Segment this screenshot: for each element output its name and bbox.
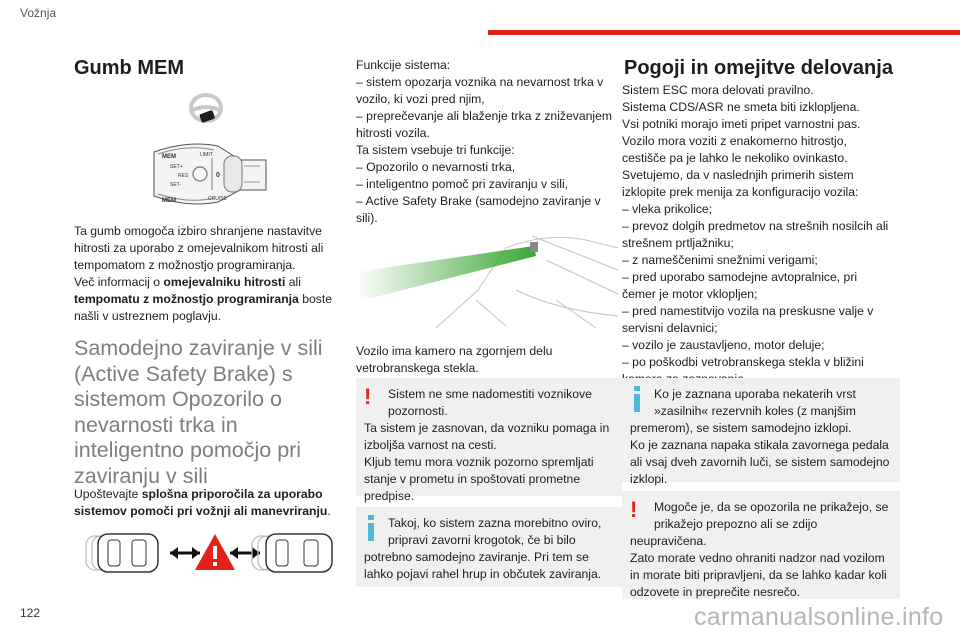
conditions-heading: Pogoji in omejitve delovanja (624, 57, 893, 79)
info-icon (634, 386, 640, 412)
lever-set-plus: SET+ (170, 164, 183, 170)
lever-zero: 0 (216, 172, 220, 179)
lever-mem-top: MEM (162, 154, 176, 160)
lever-cruise: CRUISE (208, 196, 227, 202)
mem-text-2: Več informacij o omejevalniku hitrosti ali tempomatu z možnostjo programiranja boste našli v ustreznem poglavju. (74, 275, 333, 323)
watermark: carmanualsonline.info (694, 603, 944, 631)
car-distance-warning-illustration (84, 528, 342, 578)
functions-text: Funkcije sistema: – sistem opozarja voznika na nevarnost trka v vozilo, ki vozi pred njim, – preprečevanje ali blaženje trka z zniževanjem hitrosti vozila. Ta sistem vsebuje tri funkcije: – Opozorilo o nevarnosti trka, – inteligentno pomoč pri zaviranju v sili, – Active Safety Brake (samodejno zaviranje v sili). (356, 58, 613, 225)
section-title: Vožnja (20, 6, 57, 20)
lever-res: RES (178, 173, 189, 179)
mem-heading: Gumb MEM (74, 57, 184, 79)
warning-exclamation-icon: ! (630, 497, 638, 522)
mem-description (74, 223, 340, 325)
warning-note-driver-attention: ! Sistem ne sme nadomestiti voznikove pozornosti. Ta sistem je zasnovan, da vozniku pomaga in izboljša varnost na cesti. Kljub temu mora voznik pozorno spremljati stanje v prometu in spoštovati prometne predpise. (356, 378, 622, 496)
conditions-text: Sistem ESC mora delovati pravilno. Sistema CDS/ASR ne smeta biti izklopljena. Vsi potniki morajo imeti pripet varnostni pas. Vozilo mora voziti z enakomerno hitrostjo, cestišče pa je lahko le nekoliko ovinkasto. Svetujemo, da v naslednjih primerih sistem izklopite prek menija za konfiguracijo vozila: – vleka prikolice; – prevoz dolgih predmetov na strešnih nosilcih ali strešnem prtljažniku; – z nameščenimi snežnimi verigami; – pred uporabo samodejne avtopralnice, pri čemer je motor vklopljen; – pred namestitvijo vozila na preskusne valje v servisni delavnici; – vozilo je zaustavljeno, motor deluje; – po poškodbi vetrobranskega stekla v bližini (622, 83, 889, 369)
info-note-brake-preparation: Takoj, ko sistem zazna morebitno oviro, pripravi zavorni krogotok, če bi bilo potrebno samodejno zaviranje. Pri tem se lahko pojavi rahel hrup in občutek zaviranja. (356, 507, 622, 587)
lever-limit: LIMIT (200, 152, 213, 158)
info-note-spare-wheel: Ko je zaznana uporaba nekaterih vrst »zasilnih« rezervnih koles (z manjšim premerom), se sistem samodejno izklopi. Ko je zaznana napaka stikala zavornega pedala ali vsaj dveh zavornih luči, se sistem samodejno izklopi. (622, 378, 900, 482)
lever-set-minus: SET- (170, 182, 182, 188)
warning-exclamation-icon: ! (364, 384, 372, 409)
cruise-lever-illustration (148, 140, 280, 208)
windshield-camera-illustration (356, 230, 622, 330)
camera-text: Vozilo ima kamero na zgornjem delu vetrobranskega stekla. (356, 344, 553, 375)
header-accent-bar (488, 30, 960, 35)
warning-note-alerts: ! Mogoče je, da se opozorila ne prikažejo, se prikažejo prepozno ali se zdijo neupravičena. Zato morate vedno ohraniti nadzor nad vozilom in morate biti pripravljeni, da se lahko kadar koli odzovete in preprečite nesrečo. (622, 491, 900, 599)
info-icon (368, 515, 374, 541)
page-number: 122 (20, 606, 41, 620)
lever-mem-bottom: MEM (162, 198, 176, 204)
asb-heading: Samodejno zaviranje v sili (Active Safety Brake) s sistemom Opozorilo o nevarnosti trka in inteligentno pomočjo pri zaviranju v sili (74, 336, 323, 488)
mem-text-1: Ta gumb omogoča izbiro shranjene nastavitve hitrosti za uporabo z omejevalnikom hitrosti ali tempomatom z možnostjo programiranja. (74, 224, 324, 272)
steering-wheel-icon (186, 92, 226, 128)
advice-text: Upoštevajte splošna priporočila za uporabo sistemov pomoči pri vožnji ali manevriranju. (74, 487, 331, 518)
